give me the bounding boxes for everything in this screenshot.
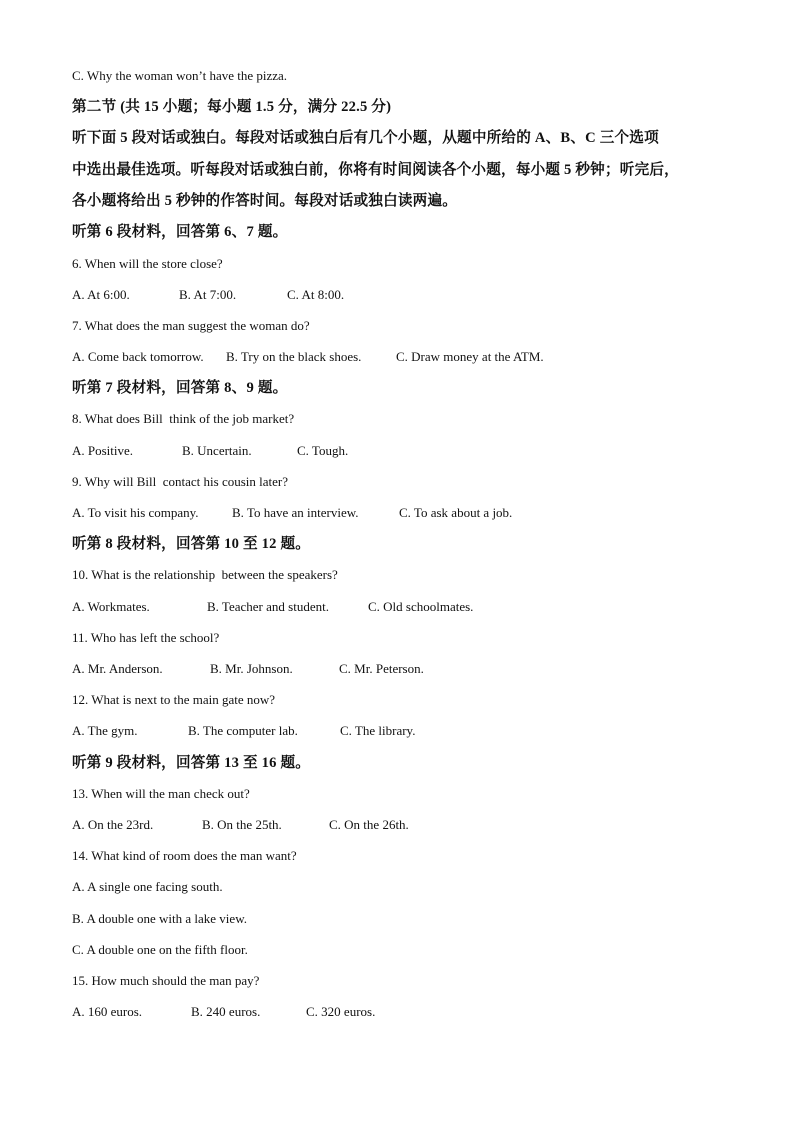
section-title: 第二节 (共 15 小题；每小题 1.5 分，满分 22.5 分) bbox=[72, 99, 392, 115]
question-11-option-a: A. Mr. Anderson. bbox=[72, 661, 163, 676]
question-8-option-c: C. Tough. bbox=[297, 443, 349, 458]
question-7-option-a: A. Come back tomorrow. bbox=[72, 349, 204, 364]
question-10-option-b: B. Teacher and student. bbox=[207, 599, 329, 614]
question-12-option-b: B. The computer lab. bbox=[188, 723, 298, 738]
question-7-option-b: B. Try on the black shoes. bbox=[226, 349, 362, 364]
group-heading-8: 听第 8 段材料，回答第 10 至 12 题。 bbox=[72, 536, 311, 552]
question-6-stem: 6. When will the store close? bbox=[72, 256, 223, 271]
question-7-stem: 7. What does the man suggest the woman do? bbox=[72, 318, 310, 333]
question-13-stem: 13. When will the man check out? bbox=[72, 786, 250, 801]
question-11-option-b: B. Mr. Johnson. bbox=[210, 661, 293, 676]
question-6-option-a: A. At 6:00. bbox=[72, 287, 130, 302]
group-heading-7: 听第 7 段材料，回答第 8、9 题。 bbox=[72, 380, 288, 396]
prev-question-option-c: C. Why the woman won’t have the pizza. bbox=[72, 68, 288, 83]
group-heading-9: 听第 9 段材料，回答第 13 至 16 题。 bbox=[72, 755, 311, 771]
question-8-option-b: B. Uncertain. bbox=[182, 443, 252, 458]
question-14-option-b: B. A double one with a lake view. bbox=[72, 911, 247, 926]
question-11-stem: 11. Who has left the school? bbox=[72, 630, 220, 645]
question-11-option-c: C. Mr. Peterson. bbox=[339, 661, 424, 676]
question-12-option-a: A. The gym. bbox=[72, 723, 138, 738]
section-instructions-line-1: 听下面 5 段对话或独白。每段对话或独白后有几个小题，从题中所给的 A、B、C 三个选项 bbox=[72, 130, 659, 146]
group-heading-6: 听第 6 段材料，回答第 6、7 题。 bbox=[72, 224, 288, 240]
question-14-option-c: C. A double one on the fifth floor. bbox=[72, 942, 248, 957]
question-10-option-a: A. Workmates. bbox=[72, 599, 150, 614]
question-10-option-c: C. Old schoolmates. bbox=[368, 599, 474, 614]
question-14-option-a: A. A single one facing south. bbox=[72, 879, 223, 894]
question-9-option-c: C. To ask about a job. bbox=[399, 505, 513, 520]
question-6-option-c: C. At 8:00. bbox=[287, 287, 345, 302]
section-instructions-line-2: 中选出最佳选项。听每段对话或独白前，你将有时间阅读各个小题，每小题 5 秒钟；听完后， bbox=[72, 162, 679, 178]
question-12-option-c: C. The library. bbox=[340, 723, 416, 738]
question-13-option-a: A. On the 23rd. bbox=[72, 817, 154, 832]
question-6-option-b: B. At 7:00. bbox=[179, 287, 237, 302]
question-7-option-c: C. Draw money at the ATM. bbox=[396, 349, 544, 364]
question-15-option-b: B. 240 euros. bbox=[191, 1004, 261, 1019]
question-8-stem: 8. What does Bill think of the job market? bbox=[72, 411, 295, 426]
question-15-option-c: C. 320 euros. bbox=[306, 1004, 376, 1019]
question-15-option-a: A. 160 euros. bbox=[72, 1004, 143, 1019]
question-14-stem: 14. What kind of room does the man want? bbox=[72, 848, 297, 863]
section-instructions-line-3: 各小题将给出 5 秒钟的作答时间。每段对话或独白读两遍。 bbox=[72, 193, 458, 209]
question-9-stem: 9. Why will Bill contact his cousin later? bbox=[72, 474, 289, 489]
question-8-option-a: A. Positive. bbox=[72, 443, 134, 458]
question-10-stem: 10. What is the relationship between the speakers? bbox=[72, 567, 338, 582]
question-13-option-b: B. On the 25th. bbox=[202, 817, 282, 832]
question-12-stem: 12. What is next to the main gate now? bbox=[72, 692, 276, 707]
question-13-option-c: C. On the 26th. bbox=[329, 817, 409, 832]
question-9-option-b: B. To have an interview. bbox=[232, 505, 359, 520]
question-9-option-a: A. To visit his company. bbox=[72, 505, 199, 520]
question-15-stem: 15. How much should the man pay? bbox=[72, 973, 260, 988]
